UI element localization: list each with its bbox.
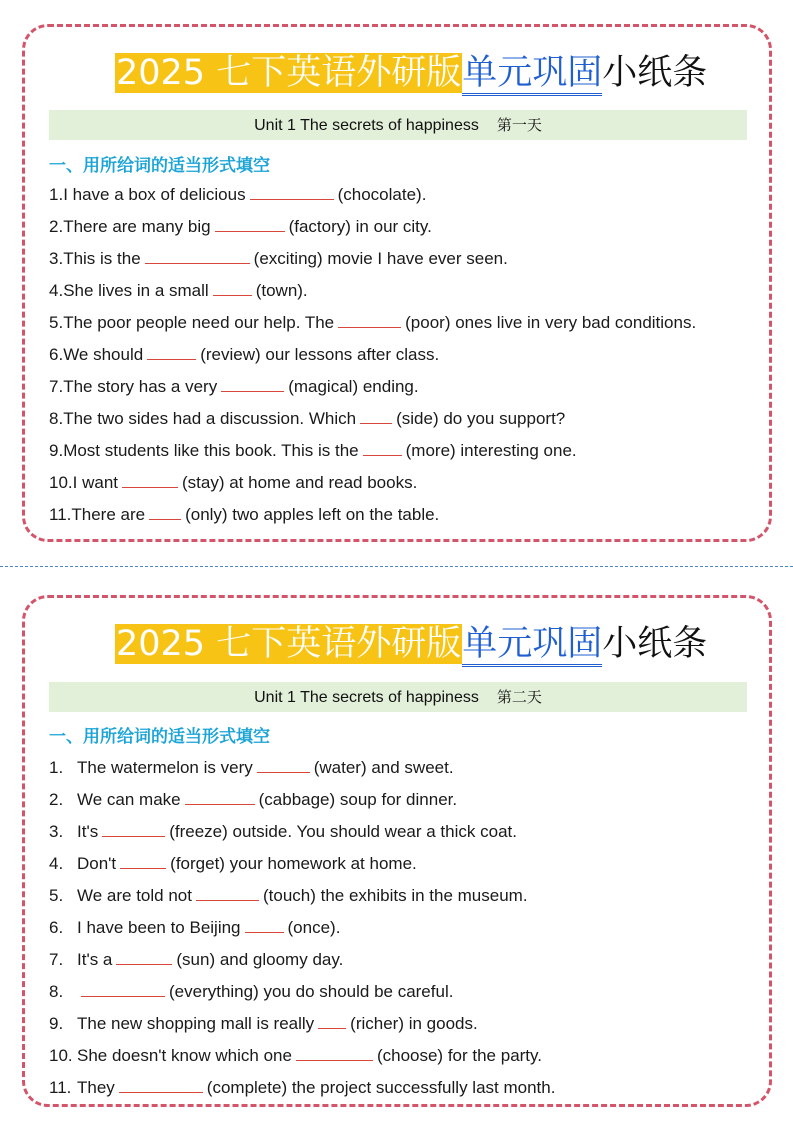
item-text-after: (everything) you do should be careful.	[169, 982, 454, 1001]
answer-blank[interactable]	[360, 407, 392, 424]
answer-blank[interactable]	[149, 503, 181, 520]
item-number: 2.	[49, 790, 64, 809]
title-plain-part: 小纸条	[602, 624, 708, 664]
item-text-after: (cabbage) soup for dinner.	[258, 790, 458, 809]
item-text-before: We can make	[77, 790, 181, 809]
answer-blank[interactable]	[296, 1044, 373, 1061]
item-text-before: The two sides had a discussion. Which	[63, 409, 357, 428]
item-text-before: There are many big	[63, 217, 211, 236]
item-number: 4.	[49, 281, 64, 300]
answer-blank[interactable]	[213, 279, 252, 296]
exercise-item	[49, 1040, 555, 1072]
item-text-after: (choose) for the party.	[376, 1046, 542, 1065]
item-text-before: Don't	[77, 854, 117, 873]
item-text-after: (exciting) movie I have ever seen.	[253, 249, 508, 268]
item-text-after: (poor) ones live in very bad conditions.	[405, 313, 697, 332]
unit-title: Unit 1 The secrets of happiness	[254, 689, 479, 706]
exercise-list	[49, 179, 696, 531]
item-number: 2.	[49, 217, 64, 236]
item-text-after: (side) do you support?	[396, 409, 566, 428]
item-number: 10.	[49, 473, 73, 492]
answer-blank[interactable]	[102, 820, 165, 837]
answer-blank[interactable]	[145, 247, 250, 264]
exercise-item	[49, 371, 696, 403]
answer-blank[interactable]	[116, 948, 172, 965]
item-text-before: She doesn't know which one	[77, 1046, 292, 1065]
item-text-after: (only) two apples left on the table.	[185, 505, 440, 524]
exercise-item	[49, 243, 696, 275]
item-text-after: (freeze) outside. You should wear a thick coat.	[169, 822, 517, 841]
worksheet-title	[115, 618, 707, 670]
item-text-before: We are told not	[77, 886, 192, 905]
answer-blank[interactable]	[338, 311, 401, 328]
answer-blank[interactable]	[119, 1076, 203, 1093]
item-text-before: It's	[77, 822, 99, 841]
exercise-item	[49, 499, 696, 531]
exercise-item	[49, 211, 696, 243]
item-text-after: (review) our lessons after class.	[200, 345, 440, 364]
answer-blank[interactable]	[185, 788, 255, 805]
item-number: 7.	[49, 950, 64, 969]
item-number: 4.	[49, 854, 64, 873]
item-number: 5.	[49, 313, 64, 332]
item-text-before: There are	[71, 505, 146, 524]
item-text-after: (factory) in our city.	[288, 217, 432, 236]
answer-blank[interactable]	[245, 916, 284, 933]
exercise-item	[49, 816, 555, 848]
item-text-after: (water) and sweet.	[313, 758, 454, 777]
worksheet-card-day-2	[22, 595, 772, 1107]
day-label: 第一天	[496, 116, 542, 134]
item-number: 1.	[49, 758, 64, 777]
exercise-item	[49, 944, 555, 976]
answer-blank[interactable]	[120, 852, 166, 869]
exercise-item	[49, 848, 555, 880]
item-text-before: They	[77, 1078, 115, 1097]
item-number: 6.	[49, 345, 64, 364]
exercise-item	[49, 307, 696, 339]
exercise-item	[49, 912, 555, 944]
item-text-before: The new shopping mall is really	[77, 1014, 315, 1033]
item-text-before: The story has a very	[63, 377, 218, 396]
item-text-after: (sun) and gloomy day.	[176, 950, 344, 969]
answer-blank[interactable]	[147, 343, 196, 360]
item-text-after: (town).	[255, 281, 308, 300]
item-text-after: (more) interesting one.	[405, 441, 577, 460]
worksheet-title	[115, 47, 707, 99]
exercise-item	[49, 784, 555, 816]
exercise-item	[49, 179, 696, 211]
answer-blank[interactable]	[318, 1012, 346, 1029]
item-number: 1.	[49, 185, 64, 204]
day-label: 第二天	[496, 688, 542, 706]
item-text-before: We should	[63, 345, 144, 364]
item-number: 11.	[49, 1078, 72, 1097]
title-plain-part: 小纸条	[602, 53, 708, 93]
answer-blank[interactable]	[196, 884, 259, 901]
item-text-before: This is the	[63, 249, 141, 268]
exercise-item	[49, 467, 696, 499]
unit-header-bar	[49, 110, 747, 140]
item-text-before: She lives in a small	[63, 281, 209, 300]
title-underlined-part: 单元巩固	[462, 624, 602, 667]
item-number: 8.	[49, 409, 64, 428]
item-number: 5.	[49, 886, 64, 905]
item-number: 9.	[49, 1014, 64, 1033]
item-text-before: The watermelon is very	[77, 758, 253, 777]
section-heading: 一、用所给词的适当形式填空	[49, 727, 270, 747]
item-number: 6.	[49, 918, 64, 937]
answer-blank[interactable]	[215, 215, 285, 232]
item-text-after: (forget) your homework at home.	[170, 854, 417, 873]
item-text-before: I have a box of delicious	[63, 185, 246, 204]
exercise-item	[49, 752, 555, 784]
section-heading: 一、用所给词的适当形式填空	[49, 156, 270, 176]
exercise-item	[49, 339, 696, 371]
answer-blank[interactable]	[250, 183, 334, 200]
item-text-after: (magical) ending.	[288, 377, 419, 396]
title-underlined-part: 单元巩固	[462, 53, 602, 96]
item-text-after: (richer) in goods.	[350, 1014, 478, 1033]
item-text-before: I have been to Beijing	[77, 918, 241, 937]
title-highlighted-part: 2025 七下英语外研版	[116, 53, 462, 93]
item-number: 3.	[49, 249, 64, 268]
exercise-item	[49, 435, 696, 467]
exercise-item	[49, 1072, 555, 1104]
unit-title: Unit 1 The secrets of happiness	[254, 117, 479, 134]
item-number: 9.	[49, 441, 64, 460]
answer-blank[interactable]	[363, 439, 402, 456]
answer-blank[interactable]	[221, 375, 284, 392]
worksheet-card-day-1	[22, 24, 772, 542]
answer-blank[interactable]	[257, 756, 310, 773]
item-text-before: I want	[72, 473, 118, 492]
title-highlighted-part: 2025 七下英语外研版	[116, 624, 462, 664]
exercise-item	[49, 880, 555, 912]
exercise-item	[49, 1008, 555, 1040]
exercise-item	[49, 403, 696, 435]
item-number: 8.	[49, 982, 64, 1001]
item-number: 11.	[49, 505, 72, 524]
item-number: 10.	[49, 1046, 73, 1065]
item-text-after: (once).	[287, 918, 341, 937]
cut-line-divider	[0, 566, 793, 567]
item-text-before: Most students like this book. This is the	[63, 441, 359, 460]
exercise-list	[49, 752, 555, 1104]
item-number: 3.	[49, 822, 64, 841]
exercise-item	[49, 976, 555, 1008]
unit-header-bar	[49, 682, 747, 712]
item-number: 7.	[49, 377, 64, 396]
item-text-after: (complete) the project successfully last month.	[206, 1078, 556, 1097]
exercise-item	[49, 275, 696, 307]
answer-blank[interactable]	[81, 980, 165, 997]
item-text-after: (touch) the exhibits in the museum.	[262, 886, 528, 905]
item-text-after: (chocolate).	[337, 185, 427, 204]
answer-blank[interactable]	[122, 471, 178, 488]
item-text-before: It's a	[77, 950, 113, 969]
item-text-after: (stay) at home and read books.	[182, 473, 418, 492]
item-text-before: The poor people need our help. The	[63, 313, 335, 332]
